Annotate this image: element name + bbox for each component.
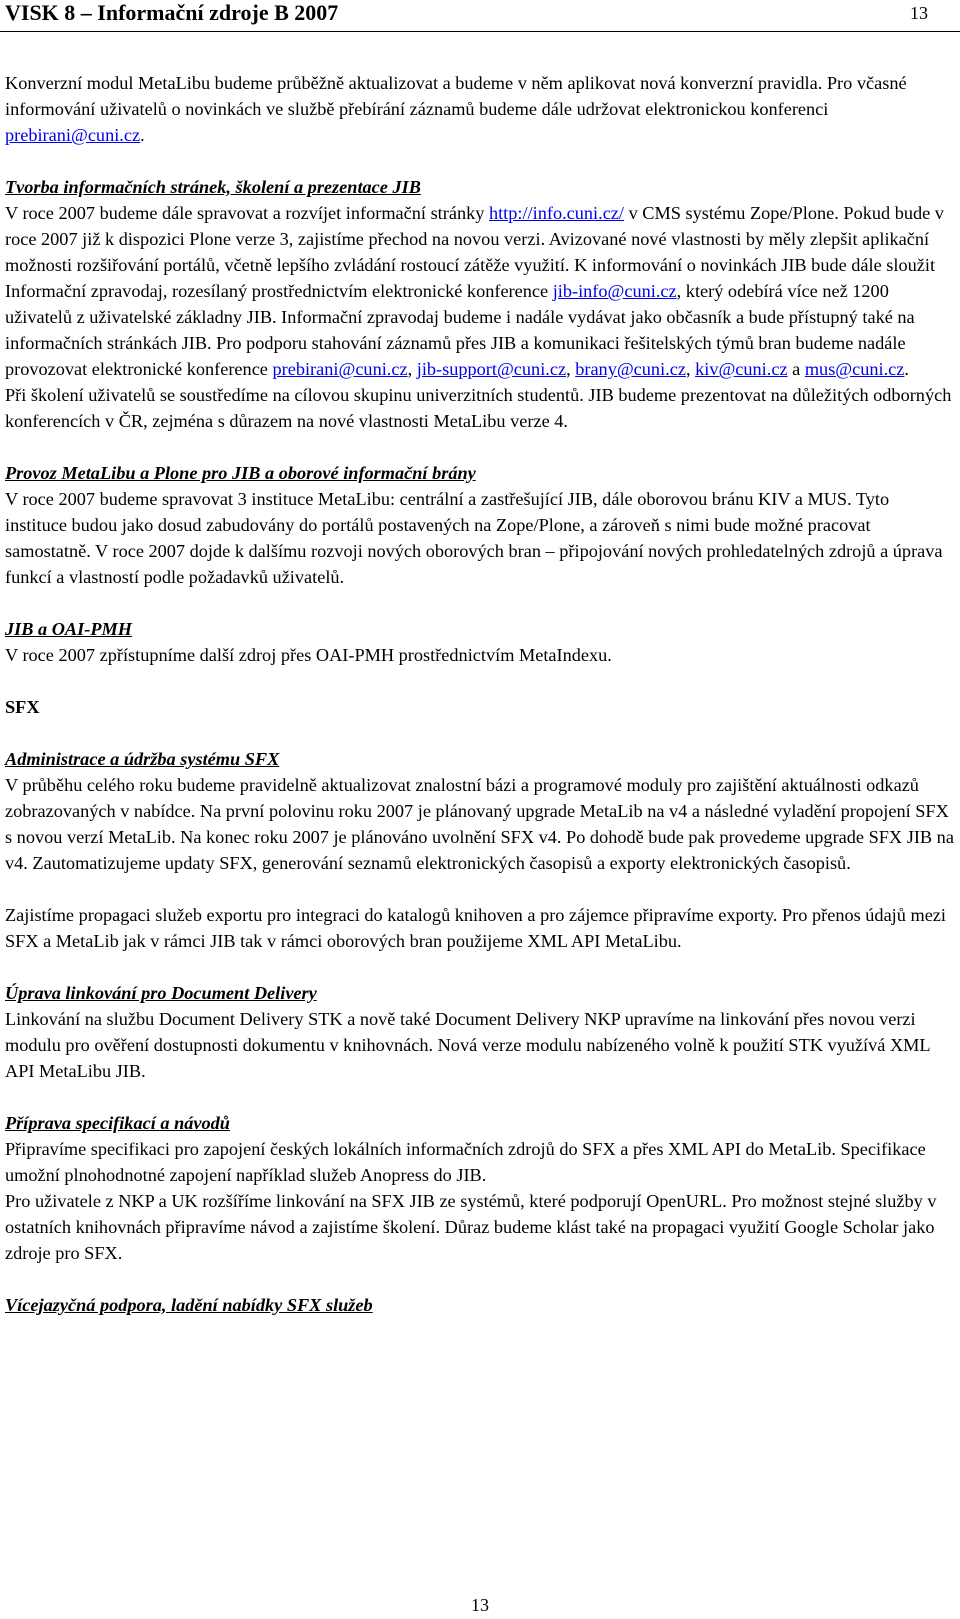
jib-support-email-link[interactable]: jib-support@cuni.cz (416, 359, 567, 379)
kiv-email-link[interactable]: kiv@cuni.cz (695, 359, 788, 379)
provoz-section-heading: Provoz MetaLibu a Plone pro JIB a oborové informační brány (5, 463, 476, 483)
spec-paragraph-1: Připravíme specifikaci pro zapojení českých lokálních informačních zdrojů do SFX a přes XML API do MetaLib. Specifikace umožní plnohodnotné zapojení například služeb Anopress do JIB. (5, 1139, 926, 1185)
jib-info-email-link[interactable]: jib-info@cuni.cz (552, 281, 677, 301)
prebirani-email-link-2[interactable]: prebirani@cuni.cz (272, 359, 408, 379)
multi-section-heading: Vícejazyčná podpora, ladění nabídky SFX služeb (5, 1295, 373, 1315)
header-divider (0, 31, 960, 32)
sfx-section-heading: SFX (5, 697, 40, 717)
web-section-paragraph: V roce 2007 budeme dále spravovat a rozvíjet informační stránky http://info.cuni.cz/ v CMS systému Zope/Plone. Pokud bude v roce 2007 již k dispozici Plone verze 3, zajistíme přechod na novou verzi. Avizované nové vlastnosti by měly zlepšit aplikační možnosti rozšiřování portálů, včetně lepšího zvládání rostoucí zátěže využití. K informování o novinkách JIB bude dále sloužit Informační zpravodaj, rozesílaný prostřednictvím elektronické konference jib-info@cuni.cz, který odebírá více než 1200 uživatelů z uživatelské základny JIB. Informační zpravodaj budeme i nadále vydávat jako občasník a bude přístupný také na informačních stránkách JIB. Pro podporu stahování záznamů přes JIB a komunikaci řešitelských týmů bran budeme nadále provozovat elektronické konference prebirani@cuni.cz, jib-support@cuni.cz, brany@cuni.cz, kiv@cuni.cz a mus@cuni.cz. (5, 203, 944, 379)
spec-section-heading: Příprava specifikací a návodů (5, 1113, 230, 1133)
dd-section-heading: Úprava linkování pro Document Delivery (5, 983, 317, 1003)
document-body (5, 70, 955, 1318)
admin-section-heading: Administrace a údržba systému SFX (5, 749, 280, 769)
provoz-section-paragraph: V roce 2007 budeme spravovat 3 instituce MetaLibu: centrální a zastřešující JIB, dále oborovou bránu KIV a MUS. Tyto instituce budou jako dosud zabudovány do portálů postavených na Zope/Plone, a zároveň s nimi bude možné pracovat samostatně. V roce 2007 dojde k dalšímu rozvoji nových oborových bran – připojování nových prohledatelných zdrojů a úprava funkcí a vlastností podle požadavků uživatelů. (5, 489, 943, 587)
spec-paragraph-2: Pro uživatele z NKP a UK rozšíříme linkování na SFX JIB ze systémů, které podporují OpenURL. Pro možnost stejné služby v ostatních knihovnách připravíme návod a zajistíme školení. Důraz budeme klást také na propagaci využití Google Scholar jako zdroje pro SFX. (5, 1191, 937, 1263)
mus-email-link[interactable]: mus@cuni.cz (804, 359, 905, 379)
footer-page-number: 13 (471, 1595, 489, 1615)
oai-section-heading: JIB a OAI-PMH (5, 619, 132, 639)
prebirani-email-link[interactable]: prebirani@cuni.cz (5, 125, 141, 145)
header-page-number: 13 (910, 3, 928, 23)
admin-paragraph-2: Zajistíme propagaci služeb exportu pro integraci do katalogů knihoven a pro zájemce připravíme exporty. Pro přenos údajů mezi SFX a MetaLib jak v rámci JIB tak v rámci oborových bran použijeme XML API MetaLibu. (5, 905, 947, 951)
oai-section-paragraph: V roce 2007 zpřístupníme další zdroj přes OAI-PMH prostřednictvím MetaIndexu. (5, 645, 612, 665)
admin-paragraph-1: V průběhu celého roku budeme pravidelně aktualizovat znalostní bázi a programové moduly pro zajištění aktuálnosti odkazů zobrazovaných v nabídce. Na první polovinu roku 2007 je plánovaný upgrade MetaLib na v4 a následné vyladění propojení SFX s novou verzí MetaLib. Na konec roku 2007 je plánováno uvolnění SFX v4. Po dohodě bude pak provedeme upgrade SFX JIB na v4. Zautomatizujeme updaty SFX, generování seznamů elektronických časopisů a exporty elektronických časopisů. (5, 775, 954, 873)
training-paragraph: Při školení uživatelů se soustředíme na cílovou skupinu univerzitních studentů. JIB budeme prezentovat na důležitých odborných konferencích v ČR, zejména s důrazem na nové vlastnosti MetaLibu verze 4. (5, 385, 952, 431)
web-section-heading: Tvorba informačních stránek, školení a prezentace JIB (5, 177, 421, 197)
dd-section-paragraph: Linkování na službu Document Delivery STK a nově také Document Delivery NKP upravíme na linkování přes novou verzi modulu pro ověření dostupnosti dokumentu v knihovnách. Nová verze modulu nabízeného volně k použití STK využívá XML API MetaLibu JIB. (5, 1009, 930, 1081)
header-title: VISK 8 – Informační zdroje B 2007 (5, 0, 339, 25)
info-cuni-link[interactable]: http://info.cuni.cz/ (488, 203, 625, 223)
intro-paragraph: Konverzní modul MetaLibu budeme průběžně aktualizovat a budeme v něm aplikovat nová konverzní pravidla. Pro včasné informování uživatelů o novinkách ve službě přebírání záznamů budeme dále udržovat elektronickou konferenci prebirani@cuni.cz. (5, 73, 907, 145)
brany-email-link[interactable]: brany@cuni.cz (575, 359, 686, 379)
